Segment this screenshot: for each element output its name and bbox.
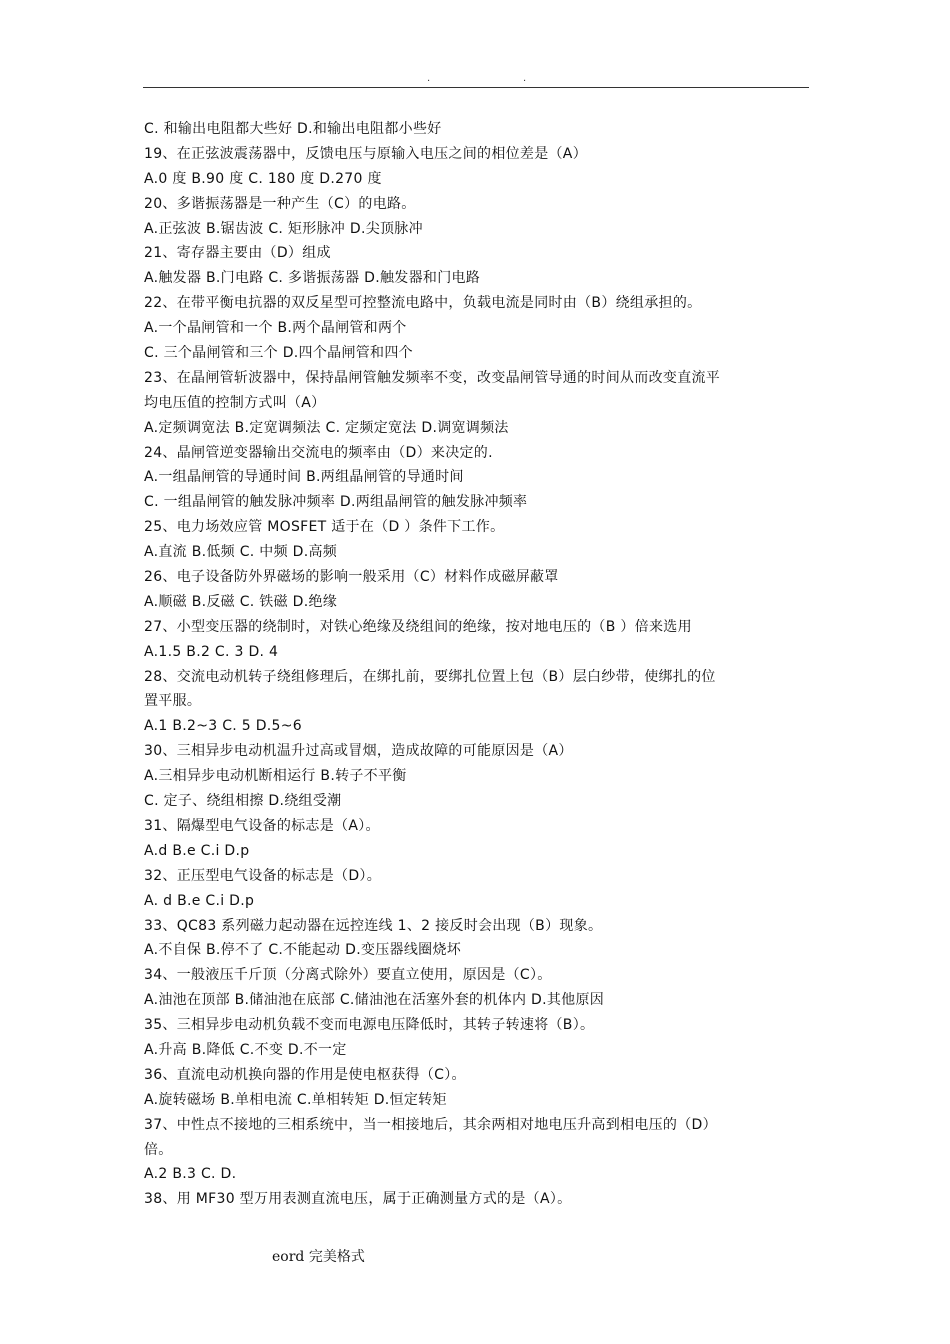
text-line: 22、在带平衡电抗器的双反星型可控整流电路中，负载电流是同时由（B）绕组承担的。	[144, 295, 702, 312]
text-line: 置平服。	[144, 693, 202, 710]
text-line: 31、隔爆型电气设备的标志是（A）。	[144, 817, 380, 834]
text-line: 25、电力场效应管 MOSFET 适于在（D ）条件下工作。	[144, 519, 505, 536]
text-line: 33、QC83 系列磁力起动器在远控连线 1、2 接反时会出现（B）现象。	[144, 917, 603, 934]
text-line: A.触发器 B.门电路 C. 多谐振荡器 D.触发器和门电路	[144, 270, 481, 287]
text-line: A.0 度 B.90 度 C. 180 度 D.270 度	[144, 170, 382, 187]
text-line: 27、小型变压器的绕制时，对铁心绝缘及绕组间的绝缘，按对地电压的（B ）倍来选用	[144, 618, 692, 635]
text-line: C. 一组晶闸管的触发脉冲频率 D.两组晶闸管的触发脉冲频率	[144, 494, 528, 511]
text-line: 37、中性点不接地的三相系统中，当一相接地后，其余两相对地电压升高到相电压的（D）	[144, 1116, 717, 1133]
text-line: 均电压值的控制方式叫（A）	[144, 394, 326, 411]
page-footer: eord 完美格式	[272, 1249, 365, 1265]
text-line: A.1 B.2~3 C. 5 D.5~6	[144, 718, 302, 735]
text-line: 21、寄存器主要由（D）组成	[144, 245, 331, 262]
text-line: A.顺磁 B.反磁 C. 铁磁 D.绝缘	[144, 593, 338, 610]
text-line: 20、多谐振荡器是一种产生（C）的电路。	[144, 195, 416, 212]
header-rule	[143, 87, 809, 88]
text-line: 倍。	[144, 1141, 173, 1158]
text-line: 28、交流电动机转子绕组修理后，在绑扎前，要绑扎位置上包（B）层白纱带，使绑扎的位	[144, 668, 716, 685]
header-dot: .	[523, 73, 527, 84]
text-line: A.1.5 B.2 C. 3 D. 4	[144, 643, 279, 660]
text-line: C. 和输出电阻都大些好 D.和输出电阻都小些好	[144, 121, 442, 137]
header-dot: .	[427, 73, 431, 84]
document-body	[144, 117, 810, 1212]
text-line: A. d B.e C.i D.p	[144, 892, 255, 909]
text-line: A.一个晶闸管和一个 B.两个晶闸管和两个	[144, 320, 407, 337]
text-line: A.油池在顶部 B.储油池在底部 C.储油池在活塞外套的机体内 D.其他原因	[144, 992, 605, 1009]
text-line: A.一组晶闸管的导通时间 B.两组晶闸管的导通时间	[144, 469, 464, 486]
text-line: A.2 B.3 C. D.	[144, 1166, 237, 1183]
text-line: 38、用 MF30 型万用表测直流电压，属于正确测量方式的是（A）。	[144, 1191, 572, 1208]
text-line: A.升高 B.降低 C.不变 D.不一定	[144, 1041, 347, 1058]
text-line: 34、一般液压千斤顶（分离式除外）要直立使用，原因是（C）。	[144, 967, 552, 984]
text-line: C. 定子、绕组相擦 D.绕组受潮	[144, 793, 342, 810]
text-line: 24、晶闸管逆变器输出交流电的频率由（D）来决定的.	[144, 444, 493, 461]
text-line: 26、电子设备防外界磁场的影响一般采用（C）材料作成磁屏蔽罩	[144, 569, 559, 586]
text-line: 23、在晶闸管斩波器中，保持晶闸管触发频率不变，改变晶闸管导通的时间从而改变直流平	[144, 369, 721, 386]
text-line: 36、直流电动机换向器的作用是使电枢获得（C）。	[144, 1066, 466, 1083]
text-line: C. 三个晶闸管和三个 D.四个晶闸管和四个	[144, 345, 413, 362]
text-line: A.旋转磁场 B.单相电流 C.单相转矩 D.恒定转矩	[144, 1091, 447, 1108]
text-line: A.正弦波 B.锯齿波 C. 矩形脉冲 D.尖顶脉冲	[144, 220, 423, 237]
header-dots	[0, 72, 950, 86]
text-line: 19、在正弦波震荡器中，反馈电压与原输入电压之间的相位差是（A）	[144, 145, 587, 162]
text-line: A.三相异步电动机断相运行 B.转子不平衡	[144, 768, 407, 785]
text-line: A.定频调宽法 B.定宽调频法 C. 定频定宽法 D.调宽调频法	[144, 419, 509, 436]
text-line: 30、三相异步电动机温升过高或冒烟，造成故障的可能原因是（A）	[144, 743, 573, 760]
text-line: A.不自保 B.停不了 C.不能起动 D.变压器线圈烧坏	[144, 942, 462, 959]
text-line: A.直流 B.低频 C. 中频 D.高频	[144, 544, 338, 561]
text-line: A.d B.e C.i D.p	[144, 842, 250, 859]
text-line: 32、正压型电气设备的标志是（D）。	[144, 867, 381, 884]
text-line: 35、三相异步电动机负载不变而电源电压降低时，其转子转速将（B）。	[144, 1017, 595, 1034]
